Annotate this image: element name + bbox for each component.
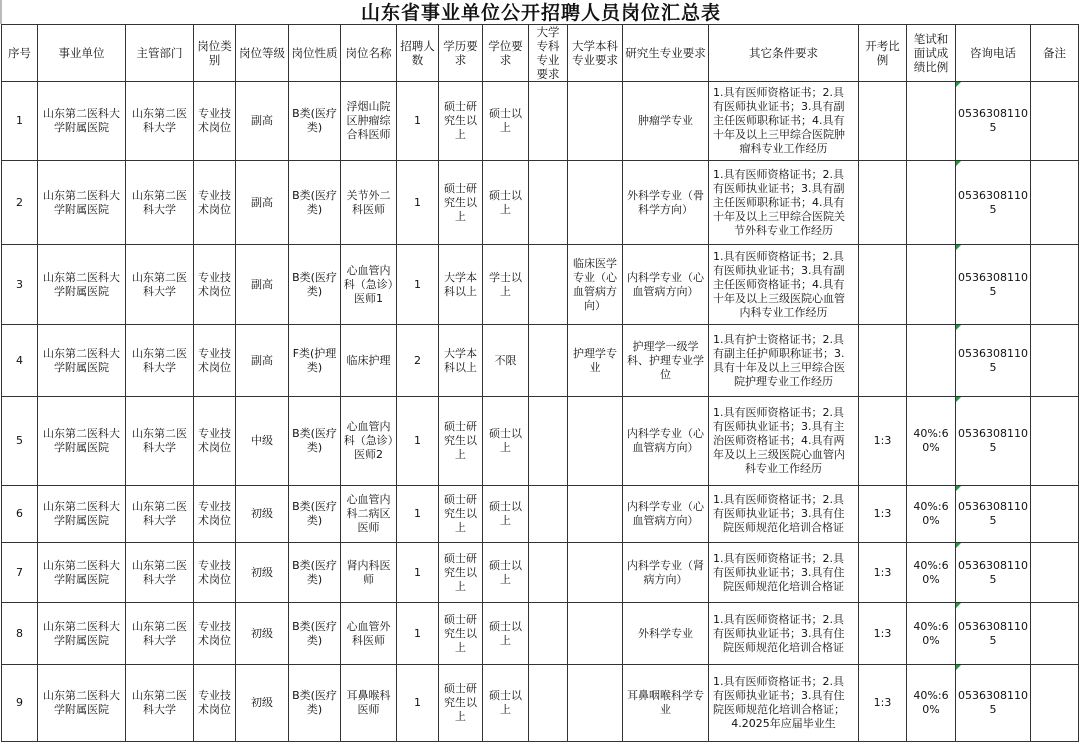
- cell-bachelor-major[interactable]: [568, 603, 623, 665]
- cell-college-major[interactable]: [529, 397, 568, 486]
- cell-phone[interactable]: 05363081105: [956, 161, 1031, 245]
- cell-post-level[interactable]: 初级: [236, 603, 289, 665]
- table-row: [2, 603, 1079, 665]
- cell-phone[interactable]: 05363081105: [956, 397, 1031, 486]
- cell-graduate-major[interactable]: 内科学专业（心血管病方向）: [623, 486, 709, 543]
- cell-unit[interactable]: 山东第二医科大学附属医院: [38, 603, 126, 665]
- cell-degree[interactable]: 硕士以上: [483, 603, 529, 665]
- cell-seq[interactable]: 3: [2, 245, 38, 325]
- cell-education[interactable]: 大学本科以上: [439, 245, 483, 325]
- header-graduate-major: 研究生专业要求: [623, 25, 709, 82]
- cell-unit[interactable]: 山东第二医科大学附属医院: [38, 543, 126, 603]
- cell-dept[interactable]: 山东第二医科大学: [126, 665, 194, 742]
- cell-seq[interactable]: 4: [2, 325, 38, 397]
- table-row: [2, 397, 1079, 486]
- cell-dept[interactable]: 山东第二医科大学: [126, 82, 194, 161]
- cell-education[interactable]: 硕士研究生以上: [439, 486, 483, 543]
- cell-dept[interactable]: 山东第二医科大学: [126, 603, 194, 665]
- cell-post-type[interactable]: 专业技术岗位: [194, 603, 236, 665]
- cell-count[interactable]: 1: [397, 161, 439, 245]
- cell-college-major[interactable]: [529, 161, 568, 245]
- cell-seq[interactable]: 8: [2, 603, 38, 665]
- cell-graduate-major[interactable]: 肿瘤学专业: [623, 82, 709, 161]
- cell-post-type[interactable]: 专业技术岗位: [194, 245, 236, 325]
- cell-score-ratio[interactable]: 40%:60%: [907, 397, 956, 486]
- cell-remark[interactable]: [1031, 245, 1079, 325]
- header-post-name: 岗位名称: [341, 25, 397, 82]
- table-row: [2, 82, 1079, 161]
- cell-remark[interactable]: [1031, 82, 1079, 161]
- header-dept: 主管部门: [126, 25, 194, 82]
- cell-post-type[interactable]: 专业技术岗位: [194, 543, 236, 603]
- cell-score-ratio[interactable]: 40%:60%: [907, 603, 956, 665]
- cell-phone[interactable]: 05363081105: [956, 665, 1031, 742]
- cell-remark[interactable]: [1031, 161, 1079, 245]
- cell-score-ratio[interactable]: 40%:60%: [907, 543, 956, 603]
- cell-post-level[interactable]: 初级: [236, 543, 289, 603]
- cell-score-ratio[interactable]: [907, 82, 956, 161]
- header-score-ratio: 笔试和面试成绩比例: [907, 25, 956, 82]
- cell-education[interactable]: 硕士研究生以上: [439, 665, 483, 742]
- cell-other-requirements[interactable]: 1.具有医师资格证书；2.具有医师执业证书；3.具有住院医师规范化培训合格证: [709, 543, 859, 603]
- cell-post-level[interactable]: 副高: [236, 245, 289, 325]
- cell-dept[interactable]: 山东第二医科大学: [126, 161, 194, 245]
- cell-post-name[interactable]: 心血管内科二病区医师: [341, 486, 397, 543]
- cell-count[interactable]: 1: [397, 486, 439, 543]
- cell-score-ratio[interactable]: 40%:60%: [907, 665, 956, 742]
- cell-education[interactable]: 硕士研究生以上: [439, 161, 483, 245]
- cell-unit[interactable]: 山东第二医科大学附属医院: [38, 397, 126, 486]
- cell-exam-ratio[interactable]: [859, 325, 907, 397]
- cell-remark[interactable]: [1031, 665, 1079, 742]
- cell-count[interactable]: 1: [397, 82, 439, 161]
- cell-count[interactable]: 2: [397, 325, 439, 397]
- table-row: [2, 325, 1079, 397]
- cell-graduate-major[interactable]: 护理学一级学科、护理专业学位: [623, 325, 709, 397]
- cell-post-type[interactable]: 专业技术岗位: [194, 325, 236, 397]
- cell-unit[interactable]: 山东第二医科大学附属医院: [38, 325, 126, 397]
- cell-degree[interactable]: 学士以上: [483, 245, 529, 325]
- header-other-requirements: 其它条件要求: [709, 25, 859, 82]
- cell-degree[interactable]: 硕士以上: [483, 397, 529, 486]
- cell-degree[interactable]: 硕士以上: [483, 82, 529, 161]
- cell-unit[interactable]: 山东第二医科大学附属医院: [38, 161, 126, 245]
- cell-bachelor-major[interactable]: [568, 486, 623, 543]
- header-post-nature: 岗位性质: [289, 25, 341, 82]
- cell-seq[interactable]: 9: [2, 665, 38, 742]
- cell-post-nature[interactable]: F类(护理类): [289, 325, 341, 397]
- cell-count[interactable]: 1: [397, 543, 439, 603]
- cell-exam-ratio[interactable]: 1:3: [859, 665, 907, 742]
- cell-post-type[interactable]: 专业技术岗位: [194, 486, 236, 543]
- cell-unit[interactable]: 山东第二医科大学附属医院: [38, 665, 126, 742]
- cell-other-requirements[interactable]: 1.具有医师资格证书；2.具有医师执业证书；3.具有副主任医师资格证书；4.具有十年及以上三级医院心血管内科专业工作经历: [709, 245, 859, 325]
- cell-education[interactable]: 硕士研究生以上: [439, 82, 483, 161]
- cell-post-type[interactable]: 专业技术岗位: [194, 397, 236, 486]
- cell-score-ratio[interactable]: [907, 325, 956, 397]
- table-row: [2, 543, 1079, 603]
- cell-post-nature[interactable]: B类(医疗类): [289, 543, 341, 603]
- cell-other-requirements[interactable]: 1.具有医师资格证书；2.具有医师执业证书；3.具有主治医师资格证书；4.具有两年及以上三级医院心血管内科专业工作经历: [709, 397, 859, 486]
- page-title: 山东省事业单位公开招聘人员岗位汇总表: [0, 0, 1080, 24]
- cell-bachelor-major[interactable]: [568, 665, 623, 742]
- cell-college-major[interactable]: [529, 245, 568, 325]
- cell-graduate-major[interactable]: 耳鼻咽喉科学专业: [623, 665, 709, 742]
- header-remark: 备注: [1031, 25, 1079, 82]
- cell-phone[interactable]: 05363081105: [956, 325, 1031, 397]
- cell-post-level[interactable]: 副高: [236, 325, 289, 397]
- header-seq: 序号: [2, 25, 38, 82]
- cell-post-name[interactable]: 浮烟山院区肿瘤综合科医师: [341, 82, 397, 161]
- cell-degree[interactable]: 不限: [483, 325, 529, 397]
- cell-bachelor-major[interactable]: 临床医学专业（心血管病方向）: [568, 245, 623, 325]
- cell-remark[interactable]: [1031, 543, 1079, 603]
- cell-graduate-major[interactable]: 内科学专业（心血管病方向）: [623, 397, 709, 486]
- cell-post-nature[interactable]: B类(医疗类): [289, 161, 341, 245]
- cell-education[interactable]: 大学本科以上: [439, 325, 483, 397]
- cell-college-major[interactable]: [529, 665, 568, 742]
- cell-other-requirements[interactable]: 1.具有医师资格证书；2.具有医师执业证书；3.具有副主任医师职称证书；4.具有十年及以上三甲综合医院肿瘤科专业工作经历: [709, 82, 859, 161]
- cell-unit[interactable]: 山东第二医科大学附属医院: [38, 82, 126, 161]
- cell-college-major[interactable]: [529, 486, 568, 543]
- cell-score-ratio[interactable]: [907, 161, 956, 245]
- cell-post-type[interactable]: 专业技术岗位: [194, 82, 236, 161]
- header-college-major: 大学专科专业要求: [529, 25, 568, 82]
- cell-unit[interactable]: 山东第二医科大学附属医院: [38, 245, 126, 325]
- cell-exam-ratio[interactable]: [859, 161, 907, 245]
- cell-degree[interactable]: 硕士以上: [483, 161, 529, 245]
- cell-post-level[interactable]: 中级: [236, 397, 289, 486]
- cell-seq[interactable]: 5: [2, 397, 38, 486]
- recruitment-table: [1, 24, 1079, 742]
- cell-education[interactable]: 硕士研究生以上: [439, 603, 483, 665]
- cell-dept[interactable]: 山东第二医科大学: [126, 245, 194, 325]
- cell-post-level[interactable]: 初级: [236, 665, 289, 742]
- cell-bachelor-major[interactable]: 护理学专业: [568, 325, 623, 397]
- cell-education[interactable]: 硕士研究生以上: [439, 543, 483, 603]
- header-post-level: 岗位等级: [236, 25, 289, 82]
- cell-post-nature[interactable]: B类(医疗类): [289, 397, 341, 486]
- cell-post-type[interactable]: 专业技术岗位: [194, 665, 236, 742]
- header-unit: 事业单位: [38, 25, 126, 82]
- cell-post-level[interactable]: 副高: [236, 161, 289, 245]
- cell-graduate-major[interactable]: 外科学专业（骨科学方向）: [623, 161, 709, 245]
- cell-exam-ratio[interactable]: 1:3: [859, 397, 907, 486]
- cell-seq[interactable]: 2: [2, 161, 38, 245]
- cell-college-major[interactable]: [529, 325, 568, 397]
- header-post-type: 岗位类别: [194, 25, 236, 82]
- cell-graduate-major[interactable]: 外科学专业: [623, 603, 709, 665]
- header-exam-ratio: 开考比例: [859, 25, 907, 82]
- cell-other-requirements[interactable]: 1.具有医师资格证书；2.具有医师执业证书；3.具有住院医师规范化培训合格证: [709, 486, 859, 543]
- table-row: [2, 665, 1079, 742]
- cell-dept[interactable]: 山东第二医科大学: [126, 543, 194, 603]
- cell-college-major[interactable]: [529, 82, 568, 161]
- cell-count[interactable]: 1: [397, 603, 439, 665]
- cell-post-type[interactable]: 专业技术岗位: [194, 161, 236, 245]
- cell-graduate-major[interactable]: 内科学专业（心血管病方向）: [623, 245, 709, 325]
- cell-college-major[interactable]: [529, 603, 568, 665]
- cell-post-level[interactable]: 副高: [236, 82, 289, 161]
- cell-degree[interactable]: 硕士以上: [483, 665, 529, 742]
- cell-post-name[interactable]: 心血管内科（急诊）医师1: [341, 245, 397, 325]
- cell-post-name[interactable]: 临床护理: [341, 325, 397, 397]
- cell-count[interactable]: 1: [397, 665, 439, 742]
- table-row: [2, 161, 1079, 245]
- cell-phone[interactable]: 05363081105: [956, 486, 1031, 543]
- header-row: [2, 25, 1079, 82]
- cell-other-requirements[interactable]: 1.具有护士资格证书；2.具有副主任护师职称证书；3.具有十年及以上三甲综合医院护理专业工作经历: [709, 325, 859, 397]
- header-education: 学历要求: [439, 25, 483, 82]
- table-row: [2, 486, 1079, 543]
- cell-bachelor-major[interactable]: [568, 82, 623, 161]
- cell-graduate-major[interactable]: 内科学专业（肾病方向）: [623, 543, 709, 603]
- cell-exam-ratio[interactable]: 1:3: [859, 486, 907, 543]
- cell-bachelor-major[interactable]: [568, 543, 623, 603]
- cell-post-name[interactable]: 心血管外科医师: [341, 603, 397, 665]
- cell-score-ratio[interactable]: 40%:60%: [907, 486, 956, 543]
- header-bachelor-major: 大学本科专业要求: [568, 25, 623, 82]
- cell-bachelor-major[interactable]: [568, 161, 623, 245]
- cell-exam-ratio[interactable]: [859, 245, 907, 325]
- cell-post-name[interactable]: 肾内科医师: [341, 543, 397, 603]
- cell-remark[interactable]: [1031, 325, 1079, 397]
- cell-remark[interactable]: [1031, 603, 1079, 665]
- cell-phone[interactable]: 05363081105: [956, 543, 1031, 603]
- cell-bachelor-major[interactable]: [568, 397, 623, 486]
- cell-post-nature[interactable]: B类(医疗类): [289, 486, 341, 543]
- cell-count[interactable]: 1: [397, 245, 439, 325]
- cell-other-requirements[interactable]: 1.具有医师资格证书；2.具有医师执业证书；3.具有副主任医师职称证书；4.具有十年及以上三甲综合医院关节外科专业工作经历: [709, 161, 859, 245]
- cell-phone[interactable]: 05363081105: [956, 245, 1031, 325]
- cell-phone[interactable]: 05363081105: [956, 603, 1031, 665]
- cell-education[interactable]: 硕士研究生以上: [439, 397, 483, 486]
- cell-remark[interactable]: [1031, 397, 1079, 486]
- cell-post-nature[interactable]: B类(医疗类): [289, 245, 341, 325]
- header-count: 招聘人数: [397, 25, 439, 82]
- cell-exam-ratio[interactable]: 1:3: [859, 603, 907, 665]
- cell-exam-ratio[interactable]: 1:3: [859, 543, 907, 603]
- cell-post-name[interactable]: 心血管内科（急诊）医师2: [341, 397, 397, 486]
- cell-college-major[interactable]: [529, 543, 568, 603]
- cell-dept[interactable]: 山东第二医科大学: [126, 325, 194, 397]
- header-degree: 学位要求: [483, 25, 529, 82]
- cell-seq[interactable]: 1: [2, 82, 38, 161]
- cell-seq[interactable]: 6: [2, 486, 38, 543]
- cell-post-name[interactable]: 关节外二科医师: [341, 161, 397, 245]
- cell-phone[interactable]: 05363081105: [956, 82, 1031, 161]
- cell-degree[interactable]: 硕士以上: [483, 486, 529, 543]
- header-phone: 咨询电话: [956, 25, 1031, 82]
- cell-score-ratio[interactable]: [907, 245, 956, 325]
- cell-post-level[interactable]: 初级: [236, 486, 289, 543]
- cell-post-nature[interactable]: B类(医疗类): [289, 603, 341, 665]
- cell-post-name[interactable]: 耳鼻喉科医师: [341, 665, 397, 742]
- cell-dept[interactable]: 山东第二医科大学: [126, 486, 194, 543]
- cell-remark[interactable]: [1031, 486, 1079, 543]
- cell-count[interactable]: 1: [397, 397, 439, 486]
- cell-post-nature[interactable]: B类(医疗类): [289, 82, 341, 161]
- cell-dept[interactable]: 山东第二医科大学: [126, 397, 194, 486]
- table-row: [2, 245, 1079, 325]
- cell-exam-ratio[interactable]: [859, 82, 907, 161]
- cell-post-nature[interactable]: B类(医疗类): [289, 665, 341, 742]
- cell-unit[interactable]: 山东第二医科大学附属医院: [38, 486, 126, 543]
- cell-degree[interactable]: 硕士以上: [483, 543, 529, 603]
- cell-other-requirements[interactable]: 1.具有医师资格证书；2.具有医师执业证书；3.具有住院医师规范化培训合格证: [709, 603, 859, 665]
- cell-other-requirements[interactable]: 1.具有医师资格证书；2.具有医师执业证书；3.具有住院医师规范化培训合格证；4.2025年应届毕业生: [709, 665, 859, 742]
- cell-seq[interactable]: 7: [2, 543, 38, 603]
